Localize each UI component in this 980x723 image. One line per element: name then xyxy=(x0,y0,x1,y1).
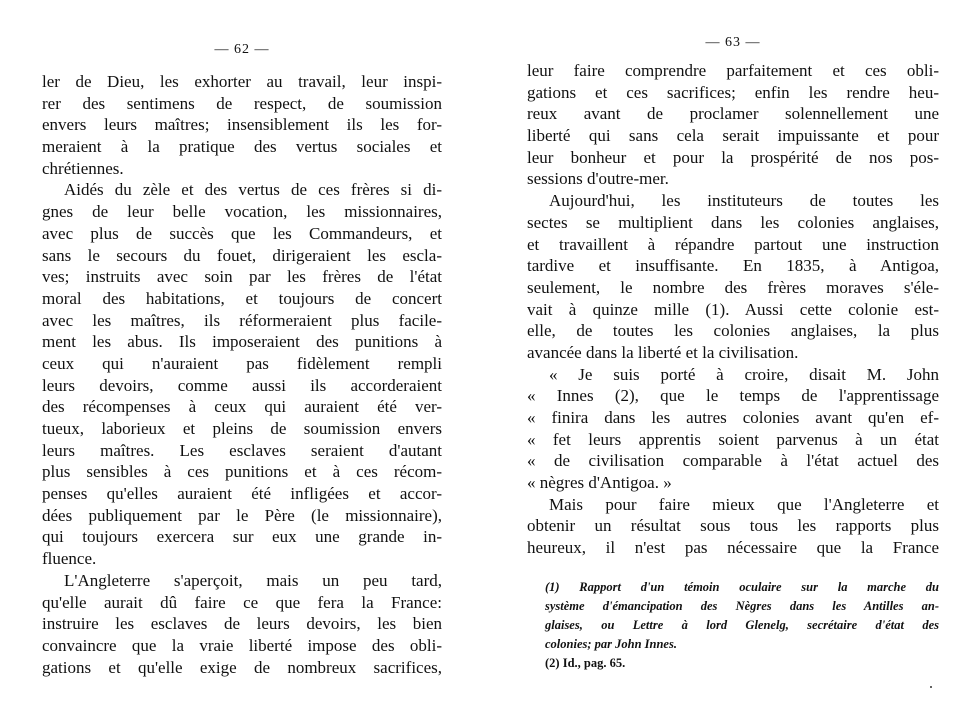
text-line: elle, de toutes les colonies anglaises, la plus xyxy=(527,321,939,341)
footnote-line: glaises, ou Lettre à lord Glenelg, secrétaire d'état des xyxy=(545,618,939,632)
text-line: envers leurs maîtres; insensiblement ils les for- xyxy=(42,115,442,135)
text-line: ves; instruits avec soin par les frères de l'état xyxy=(42,267,442,287)
text-line: sans le secours du fouet, dirigeraient les escla- xyxy=(42,245,442,265)
text-line: « Je suis porté à croire, disait M. John xyxy=(549,364,939,384)
text-line: « fet leurs apprentis soient parvenus à un état xyxy=(527,429,939,449)
text-line: « finira dans les autres colonies avant qu'en ef- xyxy=(527,408,939,427)
left-page-text xyxy=(42,71,442,678)
text-line: avec les maîtres, ils réformeraient plus facile- xyxy=(42,310,442,330)
right-page-number: — 63 — xyxy=(705,35,761,50)
text-line: avec plus de succès que les Commandeurs, et xyxy=(42,223,442,243)
footnote-line: (1) Rapport d'un témoin oculaire sur la marche du xyxy=(545,580,939,594)
text-line: gations et ces sacrifices; enfin les rendre heu- xyxy=(527,82,939,102)
text-line: Aidés du zèle et des vertus de ces frères si di- xyxy=(64,180,442,200)
text-line: ceux qui n'auraient pas fidèlement rempli xyxy=(42,353,442,373)
text-line: leur faire comprendre parfaitement et ces obli- xyxy=(527,61,939,80)
text-line: fluence. xyxy=(42,549,97,569)
text-line: « nègres d'Antigoa. » xyxy=(527,473,672,493)
text-line: leurs devoirs, comme aussi ils accorderaient xyxy=(42,375,442,395)
text-line: heureux, il n'est pas nécessaire que la France xyxy=(527,538,939,558)
text-line: Aujourd'hui, les instituteurs de toutes les xyxy=(549,191,939,211)
text-line: Mais pour faire mieux que l'Angleterre et xyxy=(549,494,939,514)
text-line: ler de Dieu, les exhorter au travail, leur inspi- xyxy=(42,72,442,91)
text-line: meraient à la pratique des vertus sociales et xyxy=(42,137,442,157)
text-line: sessions d'outre-mer. xyxy=(527,169,669,189)
text-line: penses qu'elles auraient été infligées et accor- xyxy=(42,484,442,504)
text-line: et travaillent à répandre partout une instruction xyxy=(527,234,939,254)
text-line: plus sensibles à ces punitions et à ces récom- xyxy=(42,462,442,482)
text-line: qu'elle aurait dû faire ce que fera la France: xyxy=(42,592,442,612)
print-speck xyxy=(930,686,932,688)
text-line: leur bonheur et pour la prospérité de nos pos- xyxy=(527,147,939,167)
footnotes xyxy=(545,578,939,673)
text-line: ment les abus. Ils imposeraient des punitions à xyxy=(42,332,442,352)
text-line: vait à quinze mille (1). Aussi cette colonie est- xyxy=(527,299,939,319)
text-line: dées publiquement par le Père (le missionnaire), xyxy=(42,505,442,525)
text-line: gnes de leur belle vocation, les missionnaires, xyxy=(42,202,442,222)
text-line: instruire les esclaves de leurs devoirs, les bien xyxy=(42,614,442,634)
text-line: chrétiennes. xyxy=(42,158,124,178)
footnote-line: (2) Id., pag. 65. xyxy=(545,656,626,670)
text-line: liberté qui sans cela serait impuissante et pour xyxy=(527,126,939,146)
text-line: leurs maîtres. Les esclaves seraient d'autant xyxy=(42,440,442,460)
text-line: qui toujours exercera sur eux une grande in- xyxy=(42,527,442,547)
text-line: « Innes (2), que le temps de l'apprentissage xyxy=(527,386,939,406)
footnote-line: système d'émancipation des Nègres dans les Antilles an- xyxy=(545,599,939,613)
text-line: gations et qu'elle exige de nombreux sacrifices, xyxy=(42,657,442,677)
text-line: tardive et insuffisante. En 1835, à Antigoa, xyxy=(527,256,939,276)
right-page-text xyxy=(527,60,939,559)
text-line: seulement, le nombre des frères moraves s'éle- xyxy=(527,277,939,297)
left-page-number: — 62 — xyxy=(214,42,270,57)
text-line: L'Angleterre s'aperçoit, mais un peu tard, xyxy=(64,570,442,590)
text-line: « de civilisation comparable à l'état actuel des xyxy=(527,451,939,471)
text-line: tueux, laborieux et pleins de soumission envers xyxy=(42,419,442,438)
text-line: reux avant de proclamer solennellement une xyxy=(527,104,939,124)
text-line: sectes se multiplient dans les colonies anglaises, xyxy=(527,212,939,232)
text-line: obtenir un résultat sous tous les rapports plus xyxy=(527,516,939,536)
text-line: avancée dans la liberté et la civilisation. xyxy=(527,342,799,362)
text-line: des récompenses à ceux qui auraient été ver- xyxy=(42,397,442,417)
text-line: convaincre que la vraie liberté impose des obli- xyxy=(42,635,442,655)
footnote-line: colonies; par John Innes. xyxy=(545,637,677,651)
text-line: rer des sentimens de respect, de soumission xyxy=(42,93,442,113)
text-line: moral des habitations, et toujours de concert xyxy=(42,288,442,308)
